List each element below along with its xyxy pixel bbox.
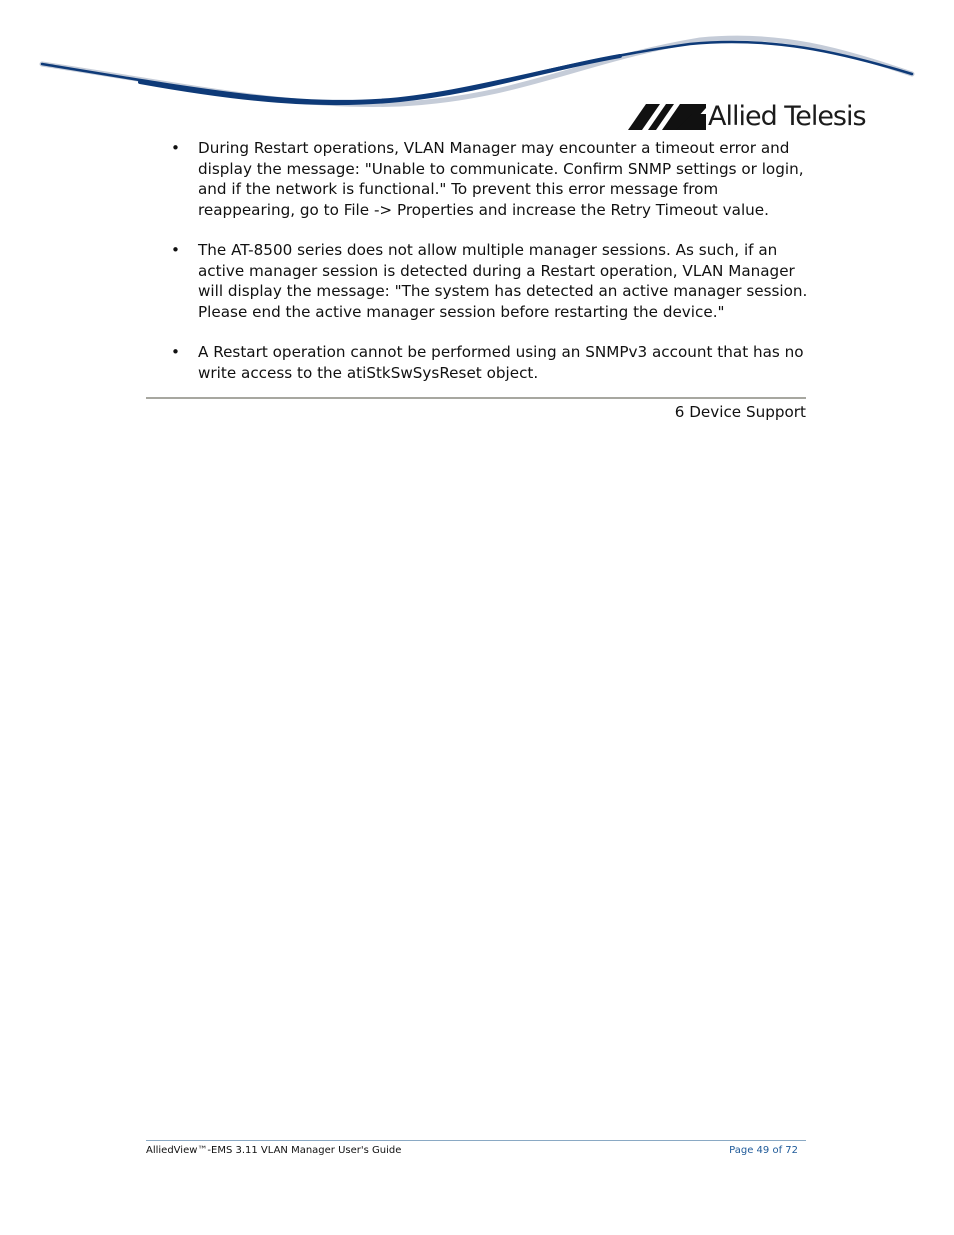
allied-telesis-logo [628, 98, 868, 136]
bullet-text: During Restart operations, VLAN Manager may encounter a timeout error and display the message: "Unable to communicate. Confirm SNMP settings or login, and if the network is functional." To prevent this error message from reappearing, go to File -> Properties and increase the Retry Timeout value. [198, 139, 804, 219]
section-label: 6 Device Support [674, 403, 806, 421]
section-divider [146, 397, 806, 399]
bullet-marker: • [171, 139, 180, 157]
bullet-item [168, 342, 808, 383]
bullet-text: The AT-8500 series does not allow multiple manager sessions. As such, if an active manager session is detected during a Restart operation, VLAN Manager will display the message: "The system has detected an active manager session. Please end the active manager session before restarting the device." [198, 241, 808, 321]
bullet-item [168, 138, 808, 220]
bullet-item [168, 240, 808, 322]
logo-wordmark: Allied Telesis [708, 101, 866, 132]
bullet-list [168, 138, 808, 403]
footer-page-number: Page 49 of 72 [729, 1145, 798, 1156]
footer-divider [146, 1140, 806, 1141]
bullet-marker: • [171, 343, 180, 361]
footer-document-title: AlliedView™-EMS 3.11 VLAN Manager User's Guide [146, 1145, 402, 1156]
bullet-marker: • [171, 241, 180, 259]
bullet-text: A Restart operation cannot be performed using an SNMPv3 account that has no write access to the atiStkSwSysReset object. [198, 343, 804, 382]
allied-telesis-logo-mark-icon [628, 104, 706, 130]
